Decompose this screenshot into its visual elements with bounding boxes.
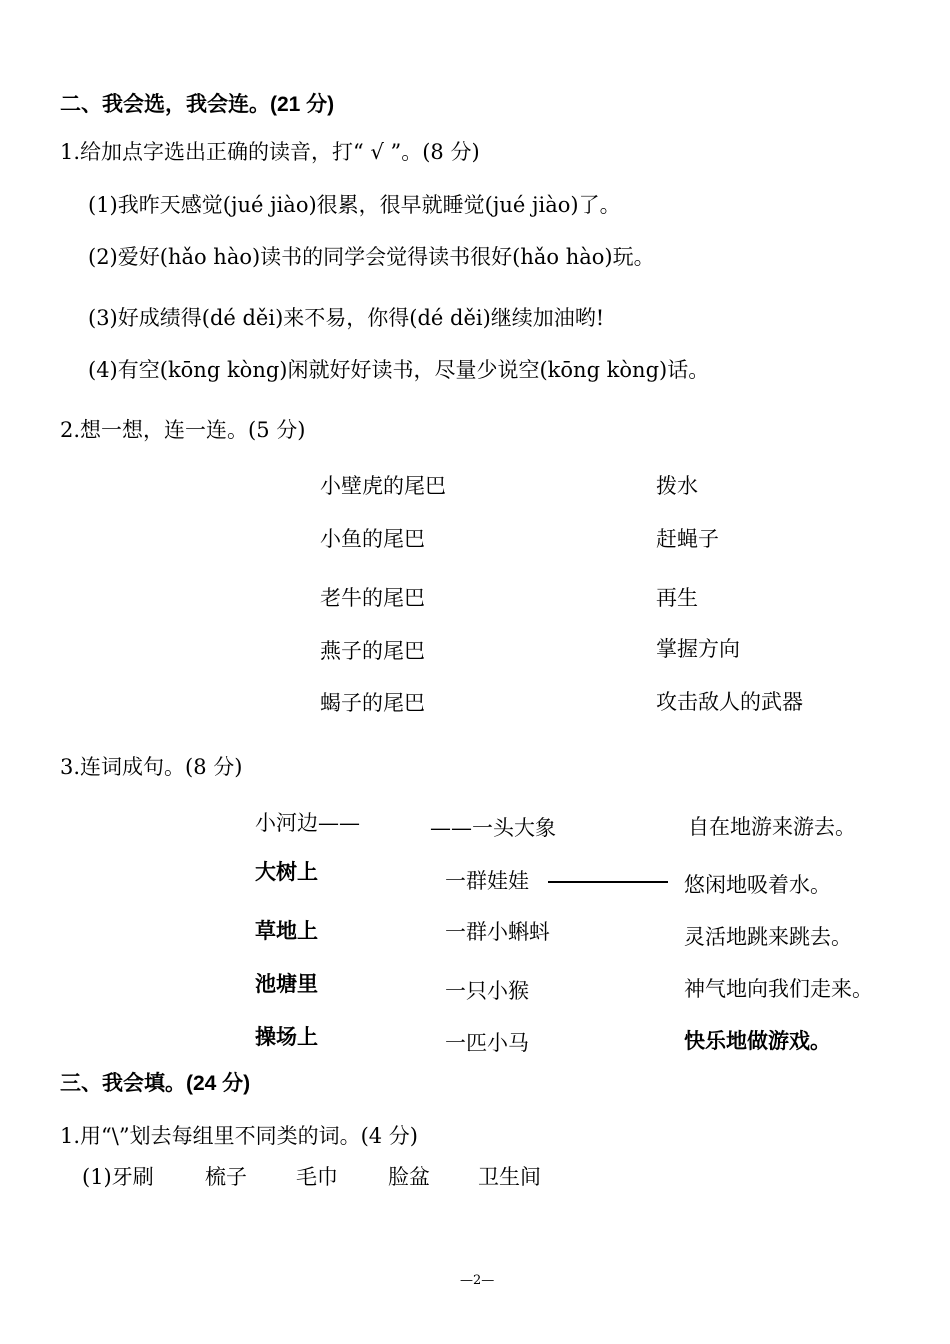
q2-right-2: 赶蝇子	[656, 527, 719, 551]
q2-right-4: 掌握方向	[656, 637, 740, 661]
q3-col1-2: 大树上	[255, 861, 318, 884]
q2-left-2: 小鱼的尾巴	[320, 527, 425, 551]
q1-title: 1.给加点字选出正确的读音，打“ √ ”。(8 分)	[60, 140, 480, 164]
q3-col2-4: 一只小猴	[445, 979, 529, 1003]
q2-title: 2.想一想，连一连。(5 分)	[60, 418, 306, 442]
q2-left-1: 小壁虎的尾巴	[320, 474, 446, 498]
s3-q1-word-3: 脸盆	[388, 1165, 430, 1189]
q1-item-2: (2)爱好(hǎo hào)读书的同学会觉得读书很好(hǎo hào)玩。	[88, 245, 655, 269]
q2-left-5: 蝎子的尾巴	[320, 691, 425, 715]
s3-q1-word-1: 梳子	[205, 1165, 247, 1189]
q2-right-1: 拨水	[656, 474, 698, 498]
connector-line	[548, 881, 668, 883]
q3-col3-4: 神气地向我们走来。	[684, 977, 873, 1001]
q1-item-1: (1)我昨天感觉(jué jiào)很累，很早就睡觉(jué jiào)了。	[88, 193, 621, 217]
q3-col1-1: 小河边——	[255, 811, 360, 835]
q2-right-3: 再生	[656, 586, 698, 610]
q2-right-5: 攻击敌人的武器	[656, 690, 803, 714]
q2-left-4: 燕子的尾巴	[320, 639, 425, 663]
q3-col3-2: 悠闲地吸着水。	[684, 873, 831, 897]
q3-col3-1: 自在地游来游去。	[688, 815, 856, 839]
q3-col3-3: 灵活地跳来跳去。	[684, 925, 852, 949]
q1-item-3: (3)好成绩得(dé děi)来不易，你得(dé děi)继续加油哟!	[88, 306, 605, 330]
q3-col2-2: 一群娃娃	[445, 869, 529, 893]
s3-q1-title: 1.用“\”划去每组里不同类的词。(4 分)	[60, 1124, 419, 1148]
s3-q1-item1-label: (1)牙刷	[82, 1165, 154, 1189]
q3-col2-1: ——一头大象	[430, 816, 556, 840]
q2-left-3: 老牛的尾巴	[320, 586, 425, 610]
page-number: —2—	[460, 1273, 495, 1288]
q3-title: 3.连词成句。(8 分)	[60, 755, 243, 779]
q3-col2-5: 一匹小马	[445, 1031, 529, 1055]
q3-col2-3: 一群小蝌蚪	[445, 920, 550, 944]
section2-title: 二、我会选，我会连。(21 分)	[60, 93, 335, 116]
s3-q1-word-4: 卫生间	[478, 1165, 541, 1189]
q3-col1-3: 草地上	[255, 920, 318, 943]
s3-q1-word-2: 毛巾	[296, 1165, 338, 1189]
q3-col1-5: 操场上	[255, 1026, 318, 1049]
q1-item-4: (4)有空(kōng kòng)闲就好好读书，尽量少说空(kōng kòng)话。	[88, 358, 710, 382]
section3-title: 三、我会填。(24 分)	[60, 1072, 251, 1095]
q3-col3-5: 快乐地做游戏。	[684, 1030, 831, 1053]
q3-col1-4: 池塘里	[255, 973, 318, 996]
